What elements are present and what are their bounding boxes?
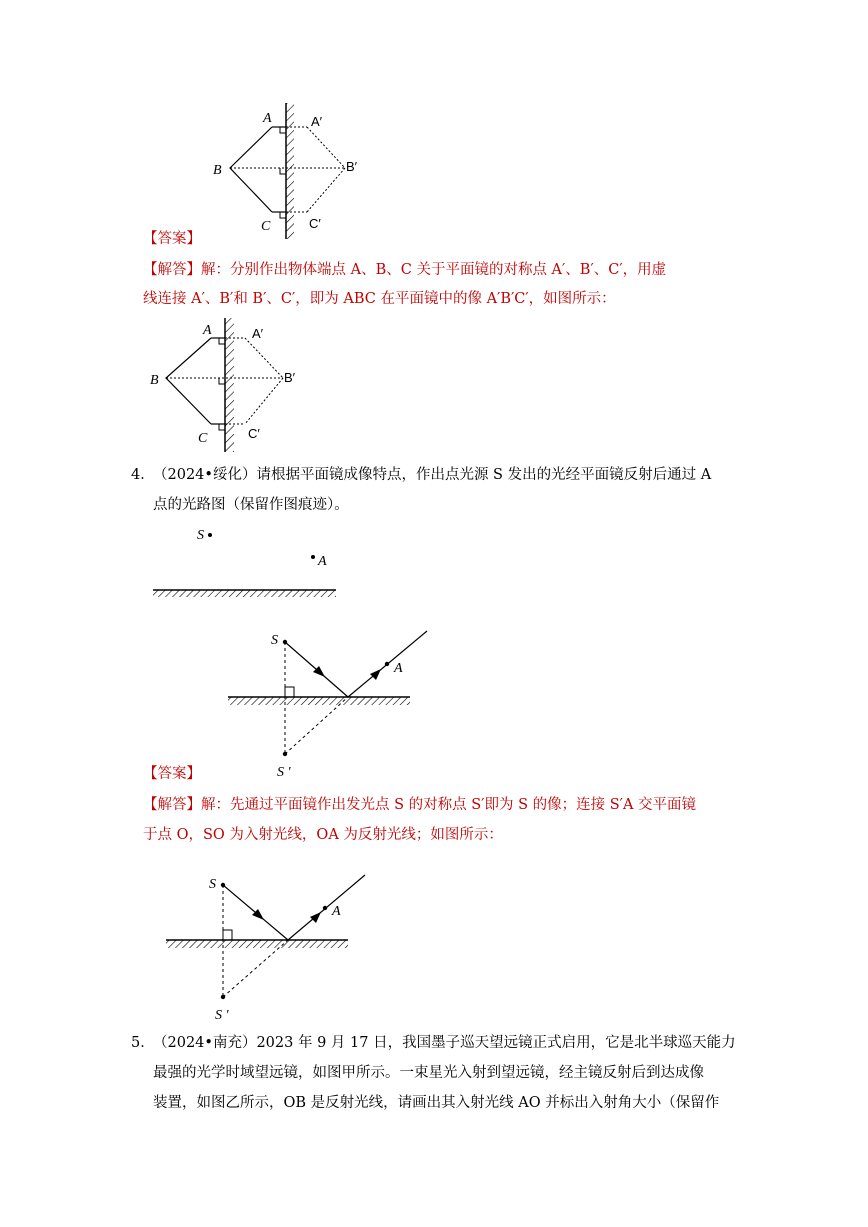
label-A: A: [203, 323, 212, 338]
light-path-figure-2: [163, 868, 383, 1028]
q5-number: 5．: [131, 1035, 155, 1051]
q5-line2: 最强的光学时域望远镜，如图甲所示。一束星光入射到望远镜，经主镜反射后到达成像: [153, 1065, 704, 1081]
light-path-figure-question: [150, 520, 350, 605]
label-B: B: [213, 163, 222, 178]
label-S: S: [197, 528, 204, 543]
q3-solution-line2: 线连接 A′、B′和 B′、C′，即为 ABC 在平面镜中的像 A′B′C′，如图所示：: [143, 291, 616, 307]
mirror-figure-answer: [148, 316, 308, 456]
label-A: A: [263, 111, 272, 126]
q4-line2: 点的光路图（保留作图痕迹）。: [153, 497, 349, 513]
label-A: A: [332, 904, 341, 919]
light-path-figure-1: [225, 625, 445, 785]
q4-number: 4．: [131, 467, 155, 483]
label-A-prime: A′: [311, 114, 323, 129]
label-S-prime: S ′: [277, 765, 291, 780]
q3-solution-line1: 【解答】解：分别作出物体端点 A、B、C 关于平面镜的对称点 A′、B′、C′，用虚: [143, 262, 667, 278]
label-A-prime: A′: [252, 326, 264, 341]
label-C: C: [198, 431, 208, 446]
label-C-prime: C′: [248, 426, 260, 441]
label-C: C: [261, 219, 271, 234]
label-B: B: [150, 373, 159, 388]
label-S: S: [209, 877, 216, 892]
mirror-figure-question: [205, 100, 365, 245]
q4-solution-line1: 【解答】解：先通过平面镜作出发光点 S 的对称点 S′即为 S 的像；连接 S′A 交平面镜: [143, 797, 697, 813]
q5-line1: （2024•南充）2023 年 9 月 17 日，我国墨子巡天望远镜正式启用，它是北半球巡天能力: [153, 1035, 736, 1051]
q4-solution-line2: 于点 O，SO 为入射光线，OA 为反射光线；如图所示：: [143, 827, 503, 843]
label-S-prime: S ′: [215, 1008, 229, 1023]
q3-answer-tag: 【答案】: [143, 231, 201, 247]
q4-line1: （2024•绥化）请根据平面镜成像特点，作出点光源 S 发出的光经平面镜反射后通过 A: [153, 467, 712, 483]
label-A: A: [318, 554, 327, 569]
label-A: A: [394, 661, 403, 676]
q5-line3: 装置，如图乙所示，OB 是反射光线，请画出其入射光线 AO 并标出入射角大小（保留作: [153, 1095, 720, 1111]
label-C-prime: C′: [309, 216, 321, 231]
label-B-prime: B′: [284, 370, 296, 385]
label-S: S: [271, 633, 278, 648]
label-B-prime: B′: [346, 159, 358, 174]
q4-answer-tag: 【答案】: [143, 766, 201, 782]
